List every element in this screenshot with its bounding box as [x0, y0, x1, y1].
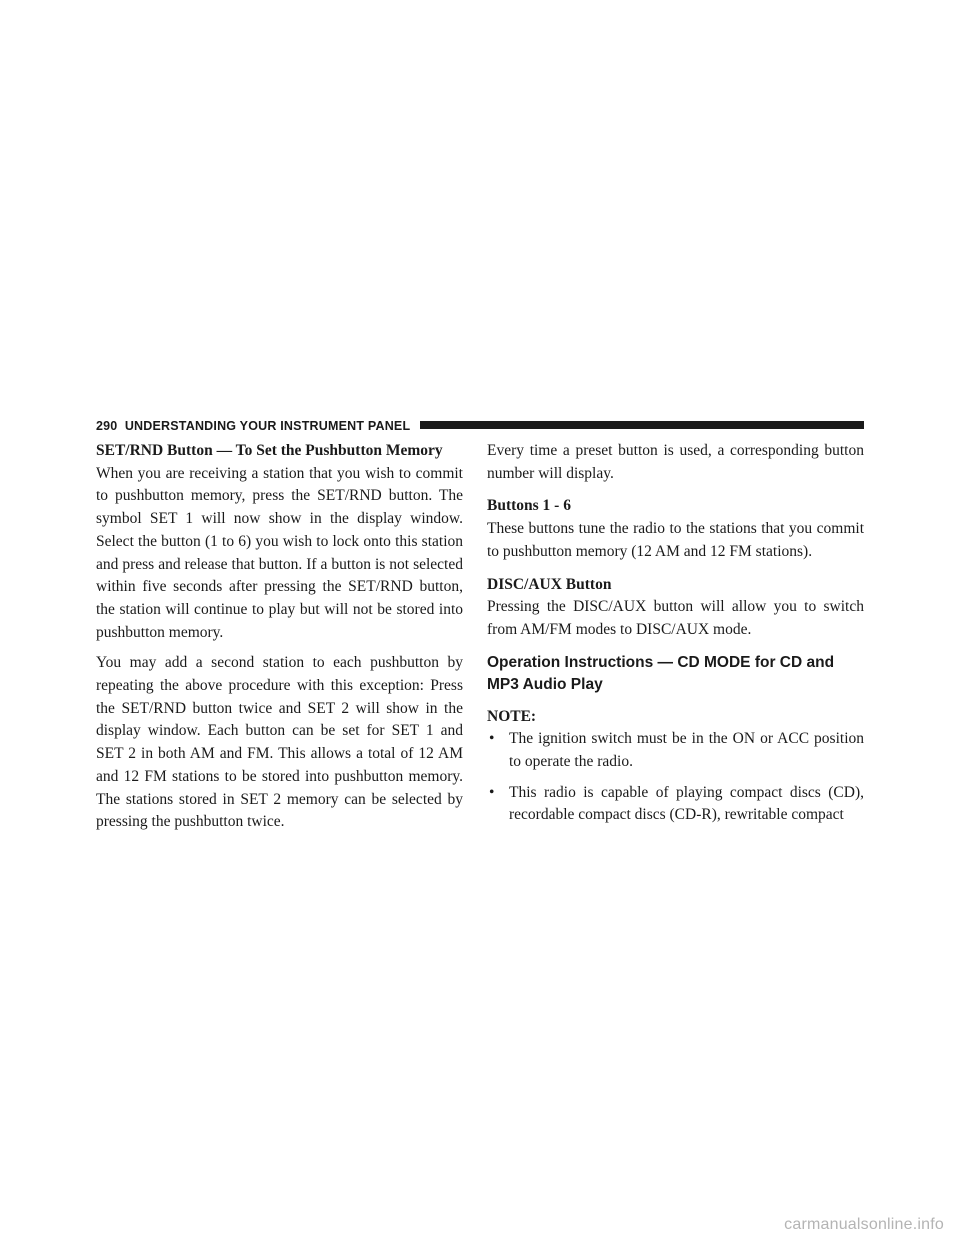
buttons-heading: Buttons 1 - 6 [487, 497, 571, 515]
page-header [96, 414, 864, 436]
left-column [96, 440, 463, 834]
header-label [96, 418, 410, 434]
set-rnd-paragraph-1: When you are receiving a station that you wish to commit to pushbutton memory, press the SET/RND button. The symbol SET 1 will now show in the display window. Select the button (1 to 6) you wish to lock onto this station and press and release that button. If a button is not selected within five seconds after pressing the SET/RND button, the station will continue to play but will not be stored into pushbutton memory. [96, 464, 463, 641]
note-bullet-1-text: The ignition switch must be in the ON or ACC position to operate the radio. [509, 730, 864, 771]
note-label: NOTE: [487, 707, 537, 725]
buttons-paragraph: These buttons tune the radio to the stations that you commit to pushbutton memory (12 AM and 12 FM stations). [487, 520, 864, 560]
set-rnd-heading: SET/RND Button — To Set the Pushbutton Memory [96, 442, 443, 459]
watermark: carmanualsonline.info [784, 1216, 944, 1233]
note-bullet-2 [487, 782, 864, 827]
note-bullet-1 [487, 728, 864, 773]
set-rnd-paragraph-2: You may add a second station to each pushbutton by repeating the above procedure with this exception: Press the SET/RND button twice and SET 2 will show in the display window. Each button can be set for SET 1 and SET 2 in both AM and FM. This allows a total of 12 AM and 12 FM stations to be stored into pushbutton memory. The stations stored in SET 2 memory can be selected by pressing the pushbutton twice. [96, 654, 463, 831]
note-bullet-2-text: This radio is capable of playing compact discs (CD), recordable compact discs (CD-R), rewritable compact [509, 783, 864, 824]
disc-aux-heading: DISC/AUX Button [487, 575, 612, 593]
operation-heading: Operation Instructions — CD MODE for CD and MP3 Audio Play [487, 653, 835, 693]
bullet-dot: • [489, 730, 495, 748]
right-column [487, 440, 864, 827]
header-rule [420, 421, 864, 429]
bullet-dot: • [489, 783, 495, 801]
disc-aux-paragraph: Pressing the DISC/AUX button will allow you to switch from AM/FM modes to DISC/AUX mode. [487, 598, 864, 638]
section-title: UNDERSTANDING YOUR INSTRUMENT PANEL [124, 419, 411, 433]
preset-paragraph: Every time a preset button is used, a corresponding button number will display. [487, 442, 864, 482]
page-number: 290 [96, 419, 118, 433]
